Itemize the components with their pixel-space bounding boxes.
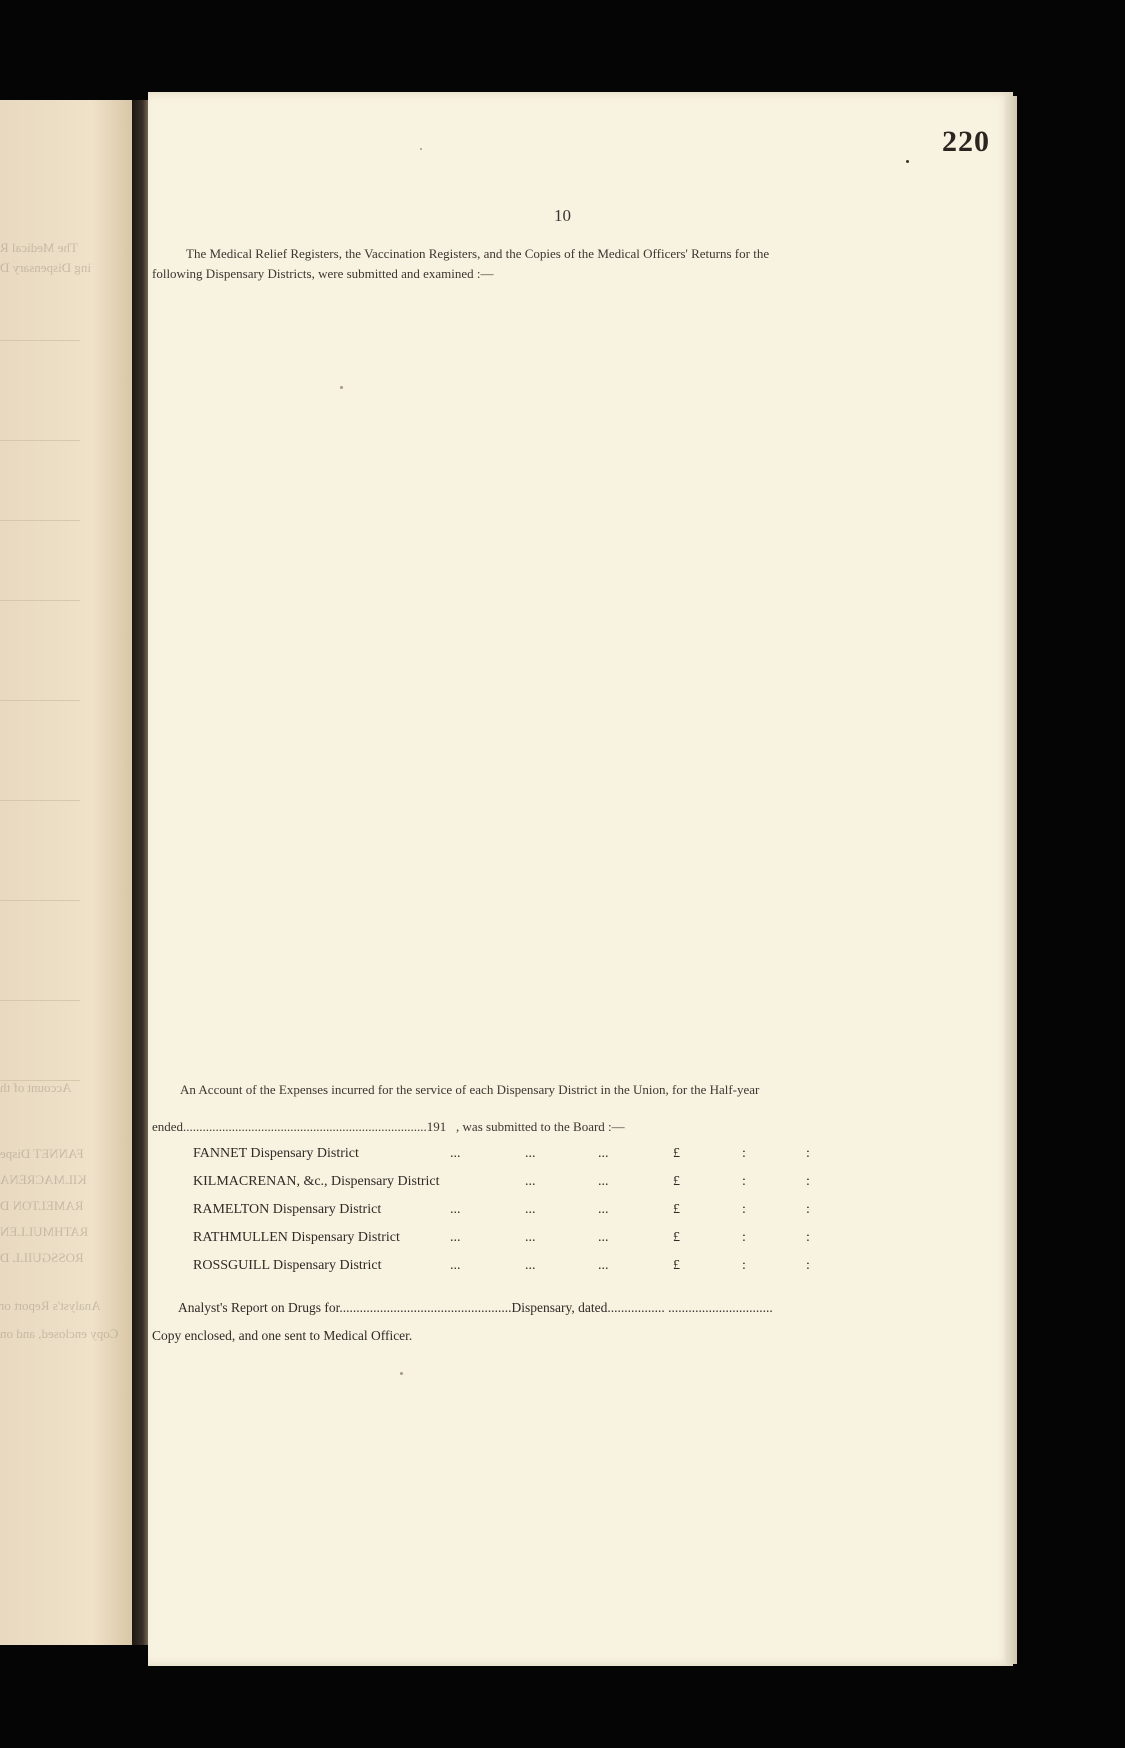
leader-dots: ... (525, 1146, 536, 1161)
left-page-rule (0, 520, 80, 521)
left-page-rule (0, 700, 80, 701)
pound-sign: £ (673, 1258, 680, 1273)
ended-dots: ........................................................................... (183, 1119, 427, 1134)
folio-number: 220 (942, 125, 990, 158)
leader-dots: ... (598, 1258, 609, 1273)
district-name: FANNET Dispensary District (193, 1146, 359, 1161)
ghost-text: Account of th (0, 1080, 72, 1095)
account-line: An Account of the Expenses incurred for the service of each Dispensary District in the Union, for the Half-year (180, 1082, 760, 1097)
pence-separator: : (806, 1258, 810, 1273)
leader-dots: ... (450, 1258, 461, 1273)
document-page (148, 92, 1013, 1666)
district-name: KILMACRENAN, &c., Dispensary District (193, 1174, 440, 1189)
pound-sign: £ (673, 1202, 680, 1217)
left-page (0, 100, 132, 1645)
page-number: 10 (554, 206, 571, 225)
ghost-text: RATHMULLEN (0, 1224, 89, 1239)
leader-dots: ... (450, 1202, 461, 1217)
left-page-rule (0, 340, 80, 341)
analyst-report-line: Analyst's Report on Drugs for...................................................Dispensary, dated................. ............................... (178, 1300, 773, 1315)
year-text: 191 (426, 1119, 447, 1134)
leader-dots: ... (598, 1202, 609, 1217)
district-list (193, 1146, 833, 1286)
district-row (193, 1258, 833, 1286)
pence-separator: : (806, 1202, 810, 1217)
ghost-text: Analyst's Report or (0, 1298, 101, 1313)
district-row (193, 1230, 833, 1258)
leader-dots: ... (598, 1174, 609, 1189)
leader-dots: ... (525, 1230, 536, 1245)
ghost-text: KILMACRENA (0, 1172, 87, 1187)
leader-dots: ... (598, 1146, 609, 1161)
shillings-separator: : (742, 1202, 746, 1217)
pence-separator: : (806, 1230, 810, 1245)
intro-line: following Dispensary Districts, were submitted and examined :— (152, 266, 494, 281)
left-page-rule (0, 440, 80, 441)
district-row (193, 1146, 833, 1174)
left-page-rule (0, 900, 80, 901)
paper-speck (400, 1372, 403, 1375)
intro-line: The Medical Relief Registers, the Vaccination Registers, and the Copies of the Medical Officers' Returns for the (186, 246, 770, 261)
ghost-text: Copy enclosed, and on (0, 1326, 119, 1341)
pound-sign: £ (673, 1146, 680, 1161)
shillings-separator: : (742, 1174, 746, 1189)
intro-paragraph (152, 244, 982, 284)
leader-dots: ... (525, 1258, 536, 1273)
paper-speck (906, 160, 909, 163)
ended-line (152, 1119, 625, 1135)
left-page-rule (0, 600, 80, 601)
district-name: ROSSGUILL Dispensary District (193, 1258, 382, 1273)
ended-suffix: , was submitted to the Board :— (456, 1119, 625, 1134)
pence-separator: : (806, 1146, 810, 1161)
leader-dots: ... (525, 1174, 536, 1189)
pence-separator: : (806, 1174, 810, 1189)
pound-sign: £ (673, 1230, 680, 1245)
leader-dots: ... (450, 1146, 461, 1161)
left-page-rule (0, 800, 80, 801)
district-name: RATHMULLEN Dispensary District (193, 1230, 400, 1245)
ghost-text: RAMELTON D (0, 1198, 84, 1213)
leader-dots: ... (450, 1230, 461, 1245)
paper-speck (420, 148, 422, 150)
district-row (193, 1174, 833, 1202)
ghost-text: FANNET Dispe (0, 1146, 84, 1161)
ended-prefix: ended (152, 1119, 184, 1134)
shillings-separator: : (742, 1146, 746, 1161)
account-paragraph (152, 1080, 970, 1100)
paper-speck (340, 386, 343, 389)
leader-dots: ... (525, 1202, 536, 1217)
ghost-text: ing Dispensary D (0, 260, 91, 275)
leader-dots: ... (598, 1230, 609, 1245)
shillings-separator: : (742, 1230, 746, 1245)
left-page-rule (0, 1000, 80, 1001)
ghost-text: ROSSGUILL D (0, 1250, 84, 1265)
page-edge (1005, 96, 1017, 1664)
pound-sign: £ (673, 1174, 680, 1189)
shillings-separator: : (742, 1258, 746, 1273)
district-row (193, 1202, 833, 1230)
district-name: RAMELTON Dispensary District (193, 1202, 382, 1217)
copy-enclosed-line: Copy enclosed, and one sent to Medical Officer. (152, 1328, 413, 1343)
ghost-text: The Medical R (0, 240, 78, 255)
